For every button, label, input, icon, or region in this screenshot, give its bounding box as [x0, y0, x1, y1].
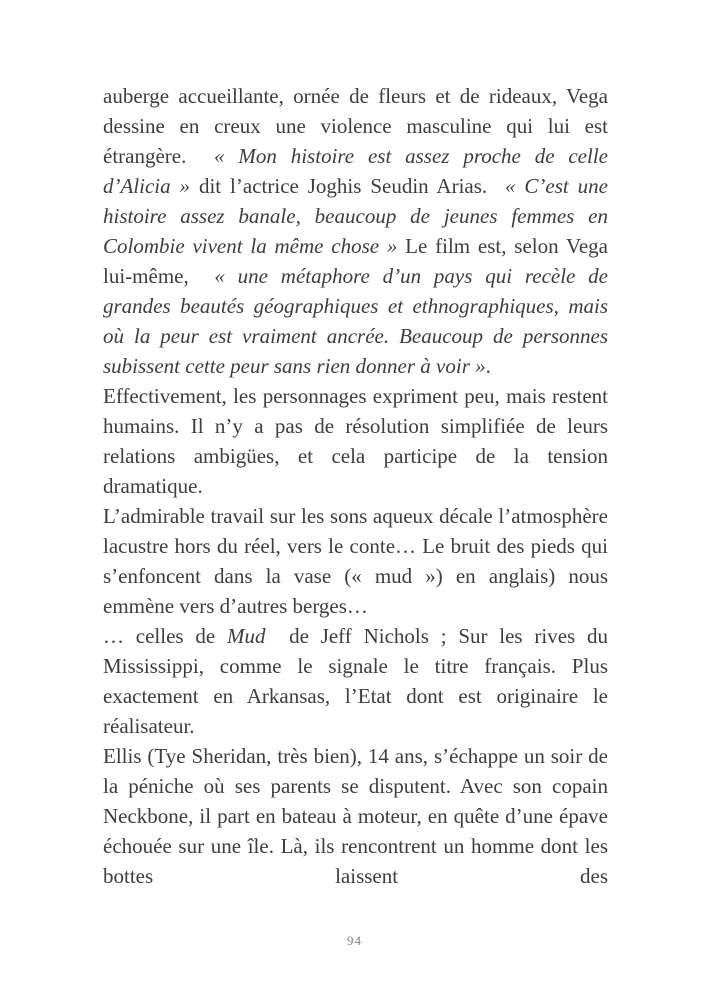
body-text: Effectivement, les personnages expriment peu, mais restent humains. Il n’y a pas de résolution simplifiée de leurs relations ambigües, et cela participe de la tension dramatique. [103, 384, 608, 498]
body-text: … celles de [103, 624, 227, 648]
text-block [103, 81, 608, 891]
body-text: L’admirable travail sur les sons aqueux décale l’atmosphère lacustre hors du réel, vers le conte… Le bruit des pieds qui s’enfoncent dans la vase (« mud ») en anglais) nous emmène vers d’autres berges… [103, 504, 608, 618]
body-text: auberge accueillante, ornée de fleurs et de rideaux, Vega dessine en creux une violence masculine qui lui est étrangère. [103, 84, 608, 168]
paragraph-vega-film [103, 81, 608, 381]
italic-quote-text: « Mon histoire est assez proche de celle d’Alicia » [103, 144, 608, 198]
body-text: dit l’actrice Joghis Seudin Arias. [190, 174, 505, 198]
paragraph-sons-aqueux [103, 501, 608, 621]
body-text: Ellis (Tye Sheridan, très bien), 14 ans, s’échappe un soir de la péniche où ses parents se disputent. Avec son copain Neckbone, il part en bateau à moteur, en quête d’une épave échouée sur une île. Là, ils rencontrent un homme dont les bottes laissent des [103, 744, 608, 888]
italic-quote-text: Mud [227, 624, 266, 648]
italic-quote-text: « C’est une histoire assez banale, beaucoup de jeunes femmes en Colombie vivent la même chose » [103, 174, 608, 258]
paragraph-mud-nichols [103, 621, 608, 741]
italic-quote-text: « une métaphore d’un pays qui recèle de grandes beautés géographiques et ethnographiques, mais où la peur est vraiment ancrée. Beaucoup de personnes subissent cette peur sans rien donner à voir » [103, 264, 608, 378]
paragraph-personnages [103, 381, 608, 501]
paragraph-ellis [103, 741, 608, 891]
body-text: . [485, 354, 491, 378]
body-text: de Jeff Nichols ; Sur les rives du Mississippi, comme le signale le titre français. Plus exactement en Arkansas, l’Etat dont est originaire le réalisateur. [103, 624, 609, 738]
page-number: 94 [347, 933, 362, 948]
body-text: Le film est, selon Vega lui-même, [103, 234, 609, 288]
